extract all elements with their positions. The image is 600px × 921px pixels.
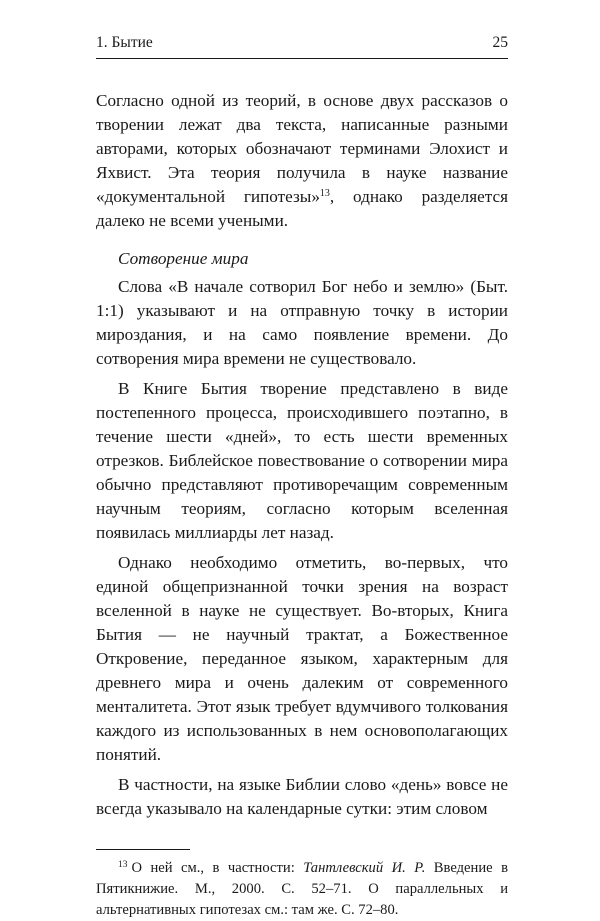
footnote-author: Тантлевский И. Р. bbox=[303, 860, 426, 876]
chapter-title: 1. Бытие bbox=[96, 34, 153, 51]
body-text bbox=[96, 89, 508, 821]
paragraph: Однако необходимо отметить, во-первых, что единой общепризнанной точки зрения на возраст вселенной в науке не существует. Во-вторых, Книга Бытия — не научный трактат, а Божественное Откровение, переданное языком, характерным для древнего мира и очень далеким от современного менталитета. Этот язык требует вдумчивого толкования каждого из использованных в нем основополагающих понятий. bbox=[96, 553, 508, 764]
header-divider bbox=[96, 58, 508, 59]
paragraph: В Книге Бытия творение представлено в виде постепенного процесса, происходившего поэтапно, в течение шести «дней», то есть шести временных отрезков. Библейское повествование о сотворении мира обычно представляют противоречащим современным научным теориям, согласно которым вселенная появилась миллиарды лет назад. bbox=[96, 379, 508, 542]
section-heading: Сотворение мира bbox=[118, 249, 249, 268]
running-header bbox=[96, 30, 508, 56]
book-page bbox=[96, 30, 508, 921]
paragraph-text: Согласно одной из теорий, в основе двух рассказов о творении лежат два текста, написанные разными авторами, которых обозначают терминами Элохист и Яхвист. Эта теория получила в науке название «документальной гипотезы» bbox=[96, 91, 508, 206]
footnote-divider bbox=[96, 849, 190, 850]
footnote-number: 13 bbox=[118, 860, 128, 870]
footnote-reference: 13 bbox=[319, 188, 330, 199]
paragraph-text-continued: , однако разделяется далеко не всеми учеными. bbox=[96, 187, 509, 230]
footnote bbox=[96, 858, 508, 921]
footnote-text-continued: Введение в Пятикнижие. М., 2000. С. 52–71. О параллельных и альтернативных гипотезах см.: там же. С. 72–80. bbox=[96, 860, 508, 918]
footnote-text: О ней см., в частности: bbox=[131, 860, 304, 876]
paragraph: Слова «В начале сотворил Бог небо и землю» (Быт. 1:1) указывают и на отправную точку в истории мироздания, и на само появление времени. До сотворения мира времени не существовало. bbox=[96, 277, 508, 368]
paragraph bbox=[96, 89, 508, 233]
paragraph: В частности, на языке Библии слово «день» вовсе не всегда указывало на календарные сутки: этим словом bbox=[96, 775, 508, 818]
page-number: 25 bbox=[492, 34, 508, 51]
